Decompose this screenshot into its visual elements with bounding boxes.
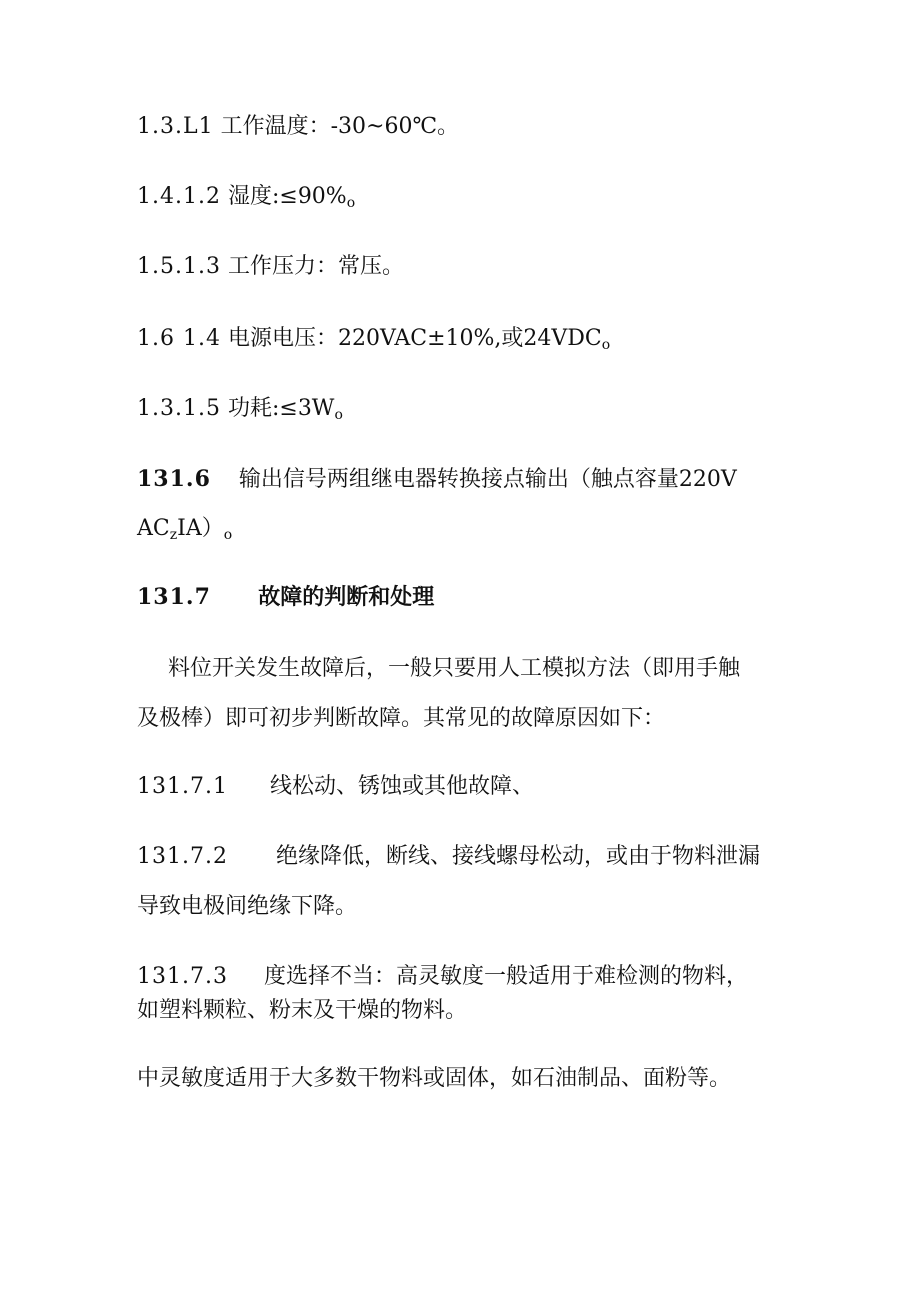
item-suffix: o xyxy=(346,195,356,211)
item-text: 湿度:≤90% xyxy=(227,184,347,209)
item-suffix: o xyxy=(223,527,233,543)
paragraph-text: 料位开关发生故障后，一般只要用人工模拟方法（即用手触 xyxy=(168,656,741,681)
paragraph-line xyxy=(137,1064,731,1094)
item-text: 导致电极间绝缘下降。 xyxy=(137,894,358,919)
item-number: 1.6 1.4 xyxy=(137,326,221,351)
fault-cause-item-continued xyxy=(137,996,467,1026)
item-text: 绝缘降低，断线、接线螺母松动，或由于物料泄漏 xyxy=(275,844,760,869)
item-text: IA） xyxy=(177,516,224,541)
item-number: 131.7.2 xyxy=(137,844,228,869)
section-heading xyxy=(137,582,434,613)
item-suffix: o xyxy=(334,407,343,423)
item-text: 输出信号两组继电器转换接点输出（触点容量220V xyxy=(238,467,737,492)
item-number: 131.7.1 xyxy=(137,774,228,799)
spec-output-signal-continued xyxy=(137,514,232,550)
item-number: 1.3.1.5 xyxy=(137,396,221,421)
item-text: 如塑料颗粒、粉末及干燥的物料。 xyxy=(137,998,468,1023)
item-number: 1.4.1.2 xyxy=(137,184,221,209)
spec-supply-voltage xyxy=(137,324,610,360)
paragraph-line xyxy=(168,654,740,684)
paragraph-line xyxy=(137,704,665,734)
spec-operating-pressure xyxy=(137,252,404,282)
item-text: 线松动、锈蚀或其他故障、 xyxy=(269,774,534,799)
spec-power-consumption xyxy=(137,394,343,430)
item-number: 1.5.1.3 xyxy=(137,254,221,279)
item-subscript: z xyxy=(169,527,178,543)
section-number: 131.7 xyxy=(137,584,211,610)
spec-output-signal xyxy=(137,464,737,495)
fault-cause-item xyxy=(137,772,534,802)
item-text: 电源电压：220VAC±10%,或24VDC xyxy=(227,326,602,351)
fault-cause-item xyxy=(137,842,760,872)
fault-cause-item-continued xyxy=(137,892,357,922)
item-text: 功耗:≤3W xyxy=(227,396,335,421)
paragraph-text: 中灵敏度适用于大多数干物料或固体，如石油制品、面粉等。 xyxy=(137,1066,732,1091)
spec-operating-temperature xyxy=(137,112,459,142)
item-number: 131.7.3 xyxy=(137,964,228,989)
item-number: 131.6 xyxy=(137,466,211,492)
fault-cause-item xyxy=(137,962,748,992)
spec-humidity xyxy=(137,182,355,218)
item-text: 度选择不当：高灵敏度一般适用于难检测的物料， xyxy=(263,964,748,989)
item-text: 工作温度：-30~60℃。 xyxy=(220,114,460,139)
item-text: 工作压力：常压。 xyxy=(227,254,404,279)
item-number: 1.3.L1 xyxy=(137,114,214,139)
paragraph-text: 及极棒）即可初步判断故障。其常见的故障原因如下： xyxy=(137,706,666,731)
section-title: 故障的判断和处理 xyxy=(258,585,435,610)
item-suffix: o xyxy=(601,337,611,353)
item-text-prefix: AC xyxy=(137,516,170,541)
